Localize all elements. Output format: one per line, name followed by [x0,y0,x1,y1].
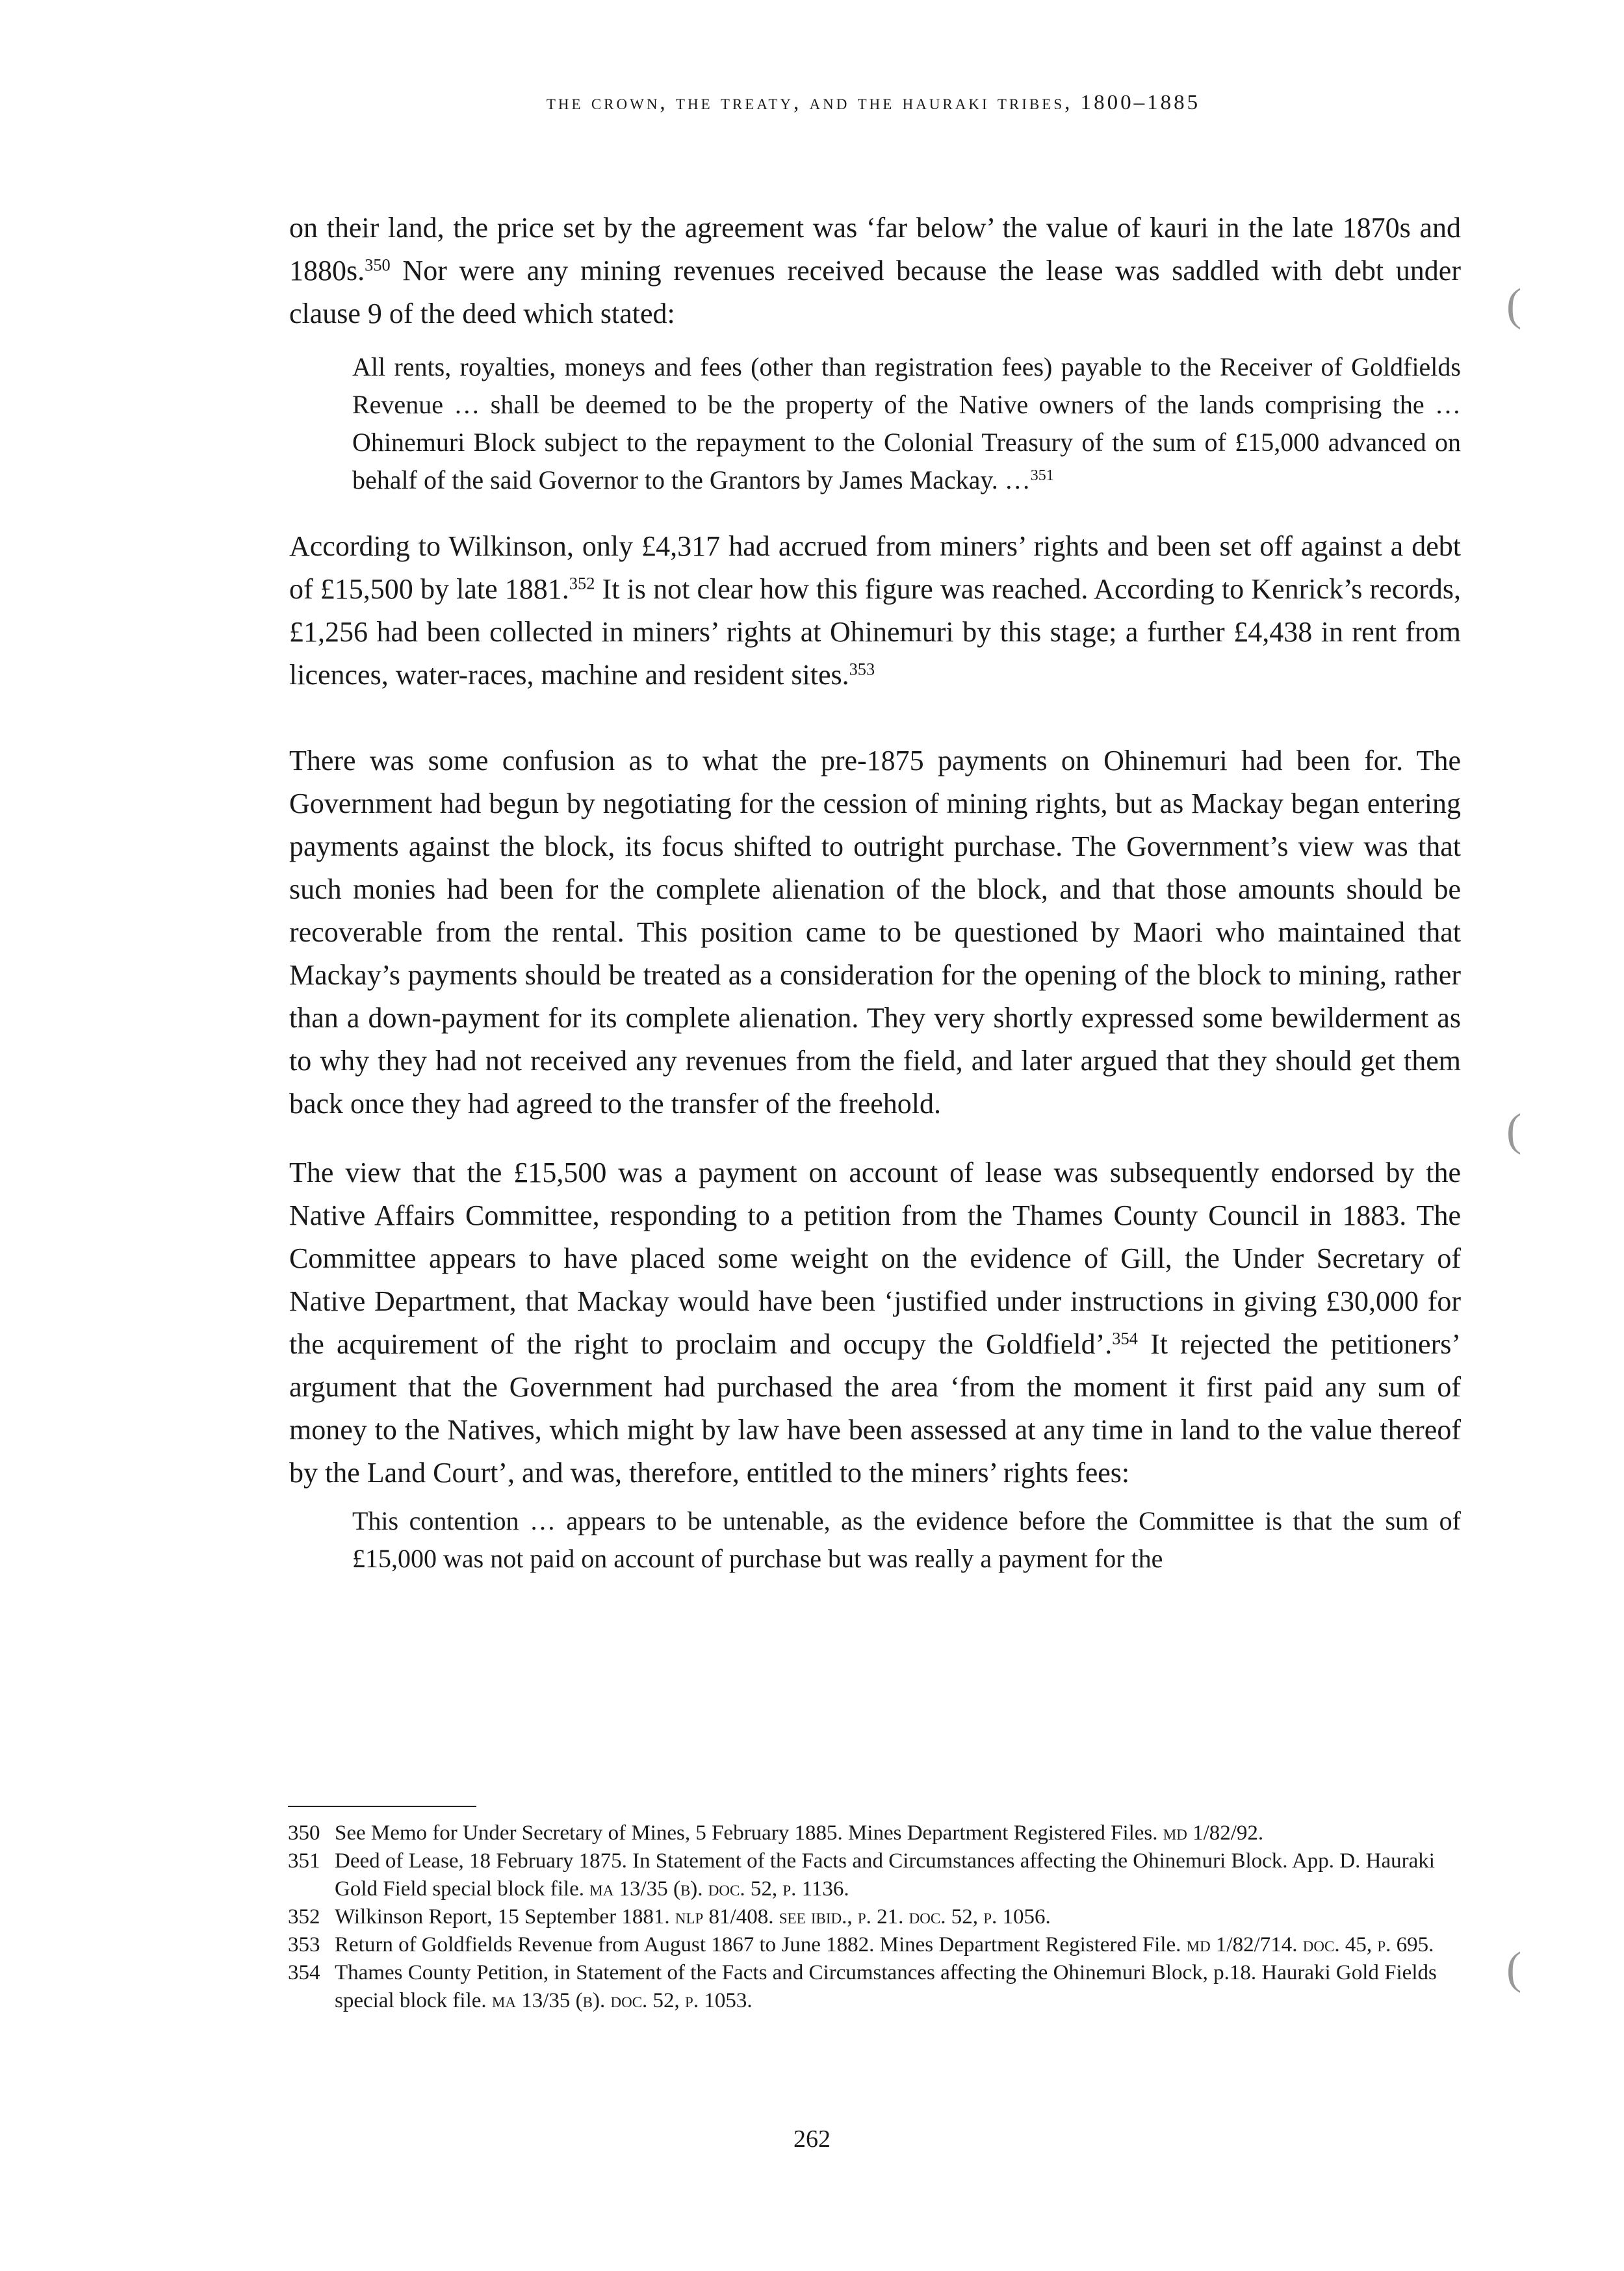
footnote-352 [288,1903,1461,1931]
footnote-number: 354 [288,1961,320,1984]
footnote-number: 353 [288,1933,320,1957]
binding-mark: ( [1506,1105,1522,1155]
paragraph-text: Nor were any mining revenues received because the lease was saddled with debt under clause 9 of the deed which stated: [289,255,1461,329]
block-quote-2 [352,1502,1461,1578]
paragraph-text: It rejected the petitioners’ argument that the Government had purchased the area ‘from the moment it first paid any sum of money to the Natives, which might by law have been assessed at any time in land to the value thereof by the Land Court’, and was, therefore, entitled to the miners’ rights fees: [289,1328,1461,1489]
footnote-ref-code: md 1/82/714. doc. 45, p. 695. [1186,1933,1434,1957]
footnote-353 [288,1931,1461,1959]
footnote-ref-351: 351 [1030,467,1054,484]
paragraph-text: The view that the £15,500 was a payment on account of lease was subsequently endorsed by the Native Affairs Committee, responding to a petition from the Thames County Council in 1883. The Committee appears to have placed some weight on the evidence of Gill, the Under Secretary of Native Department, that Mackay would have been ‘justified under instructions in giving £30,000 for the acquirement of the right to proclaim and occupy the Goldfield’. [289,1157,1461,1360]
paragraph-3: There was some confusion as to what the pre-1875 payments on Ohinemuri had been for. The Government had begun by negotiating for the cession of mining rights, but as Mackay began entering payments against the block, its focus shifted to outright purchase. The Government’s view was that such monies had been for the complete alienation of the block, and that those amounts should be recoverable from the rental. This position came to be questioned by Maori who maintained that Mackay’s payments should be treated as a consideration for the opening of the block to mining, rather than a down-payment for its complete alienation. They very shortly expressed some bewilderment as to why they had not received any revenues from the field, and later argued that they should get them back once they had agreed to the transfer of the freehold. [289,745,1461,1120]
footnote-number: 352 [288,1905,320,1929]
body-text [289,207,1461,1578]
paragraph-text: on their land, the price set by the agreement was ‘far below’ the value of kauri in the late 1870s and 1880s. [289,212,1461,287]
footnote-350 [288,1819,1461,1847]
footnote-text: See Memo for Under Secretary of Mines, 5 February 1885. Mines Department Registered Files. [335,1821,1163,1845]
footnote-ref-code: nlp 81/408. see ibid., p. 21. doc. 52, p. 1056. [675,1905,1051,1929]
page-number: 262 [793,2125,831,2153]
footnote-number: 350 [288,1821,320,1845]
footnote-ref-code: ma 13/35 (b). doc. 52, p. 1136. [589,1877,849,1901]
paragraph-text: According to Wilkinson, only £4,317 had accrued from miners’ rights and been set off against a debt of £15,500 by late 1881. [289,530,1461,605]
footnote-ref-code: ma 13/35 (b). doc. 52, p. 1053. [491,1989,753,2012]
block-quote-1 [352,348,1461,499]
footnote-354 [288,1959,1461,2015]
binding-mark: ( [1506,280,1522,330]
footnote-ref-352: 352 [569,573,595,593]
footnote-text: Thames County Petition, in Statement of the Facts and Circumstances affecting the Ohinemuri Block, p.18. Hauraki Gold Fields special block file. [335,1961,1437,2012]
footnote-ref-code: md 1/82/92. [1163,1821,1264,1845]
footnote-text: Return of Goldfields Revenue from August 1867 to June 1882. Mines Department Registered File. [335,1933,1187,1957]
running-head: the crown, the treaty, and the hauraki tribes, 1800–1885 [546,91,1201,114]
quote-text: All rents, royalties, moneys and fees (other than registration fees) payable to the Receiver of Goldfields Revenue … shall be deemed to be the property of the Native owners of the lands comprising the … Ohinemuri Block subject to the repayment to the Colonial Treasury of the sum of £15,000 advanced on behalf of the said Governor to the Grantors by James Mackay. … [352,352,1461,494]
footnote-ref-354: 354 [1112,1328,1138,1348]
footnotes [288,1819,1461,2015]
footnote-number: 351 [288,1849,320,1873]
footnote-351 [288,1847,1461,1903]
paragraph-4 [289,1151,1461,1495]
footnote-ref-350: 350 [365,255,391,275]
footnote-ref-353: 353 [849,659,875,679]
paragraph-1 [289,207,1461,335]
footnote-text: Deed of Lease, 18 February 1875. In Statement of the Facts and Circumstances affecting the Ohinemuri Block. App. D. Hauraki Gold Field special block file. [335,1849,1435,1901]
footnote-separator [288,1806,476,1807]
quote-text: This contention … appears to be untenable, as the evidence before the Committee is that the sum of £15,000 was not paid on account of purchase but was really a payment for the [352,1506,1461,1573]
paragraph-2 [289,525,1461,697]
binding-mark: ( [1506,1944,1522,1994]
footnote-text: Wilkinson Report, 15 September 1881. [335,1905,675,1929]
paragraph-text: It is not clear how this figure was reached. According to Kenrick’s records, £1,256 had been collected in miners’ rights at Ohinemuri by this stage; a further £4,438 in rent from licences, water-races, machine and resident sites. [289,573,1461,691]
